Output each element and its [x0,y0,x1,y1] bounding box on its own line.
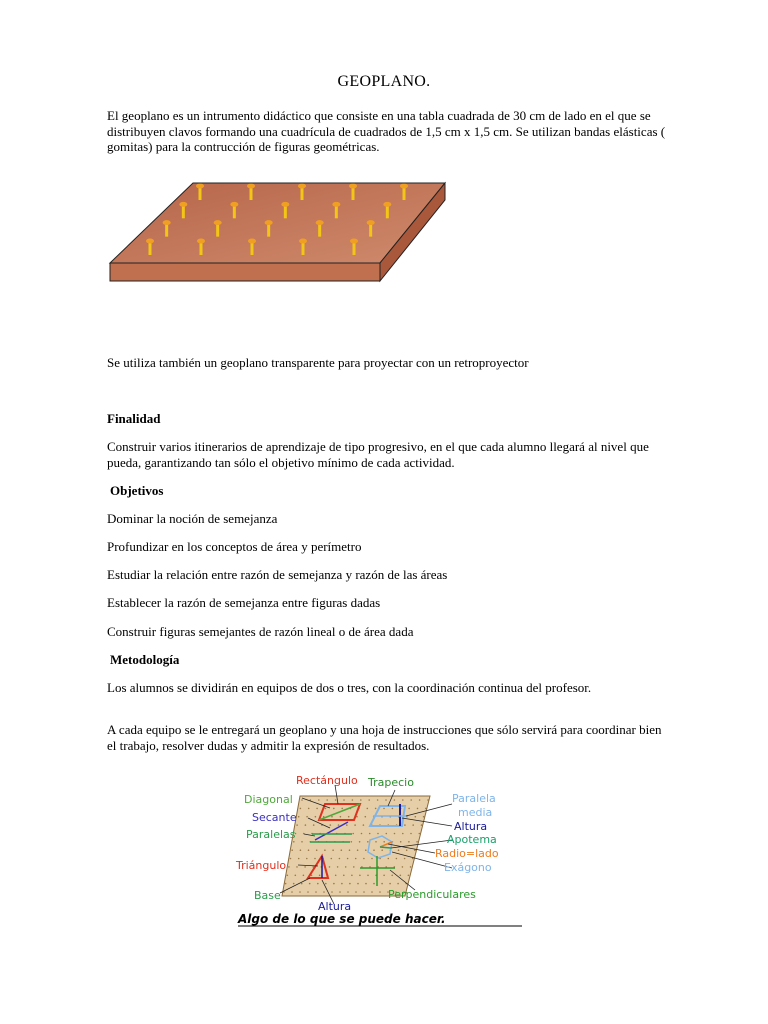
figure-peg [410,799,412,801]
figure-peg [316,849,318,851]
figure-peg [316,808,318,810]
nail-head [179,202,187,207]
figure-peg [325,808,327,810]
figure-peg [343,799,345,801]
metodologia-paragraph-2: A cada equipo se le entregará un geoplano y una hoja de instrucciones que sólo servirá para coordinar bien el trabajo, resolver dudas y admitir la expresión de resultados. [107,722,662,753]
figure-peg [400,841,402,843]
nail-head [350,239,358,244]
figure-peg [371,891,373,893]
figure-peg [363,858,365,860]
figure-peg [392,808,394,810]
nail-head [299,239,307,244]
figure-peg [359,875,361,877]
label-secante: Secante [252,811,297,824]
nail-head [349,184,357,189]
figure-peg [361,833,363,835]
figure-peg [410,833,412,835]
figure-peg [349,883,351,885]
figure-peg [290,858,292,860]
figure-peg [368,799,370,801]
figure-peg [400,875,402,877]
figure-peg [333,808,335,810]
figure-peg [352,833,354,835]
figure-caption: Algo de lo que se puede hacer. [238,912,446,926]
figure-peg [340,816,342,818]
intro-paragraph: El geoplano es un intrumento didáctico que consiste en una tabla cuadrada de 30 cm de lado en el que se distribuyen clavos formando una cuadrícula de cuadrados de 1,5 cm x 1,5 cm. Se utilizan bandas elásticas ( gomitas) para la contrucción de figuras geométricas. [107,108,666,154]
figure-peg [341,849,343,851]
figure-peg [425,808,427,810]
nail-head [316,220,324,225]
nail-head [214,220,222,225]
figure-peg [341,883,343,885]
nail-head [332,202,340,207]
figure-peg [339,858,341,860]
nail-head [383,202,391,207]
label-altura-right: Altura [454,820,488,833]
figure-peg [315,816,317,818]
figure-peg [375,808,377,810]
figure-peg [402,799,404,801]
nail-head [281,202,289,207]
objetivo-item: Dominar la noción de semejanza [107,511,278,526]
figure-peg [349,849,351,851]
figure-peg [300,849,302,851]
figure-peg [408,875,410,877]
label-rectangulo: Rectángulo [296,774,358,787]
nail-head [163,220,171,225]
figure-peg [360,799,362,801]
figure-peg [427,799,429,801]
figure-peg [287,875,289,877]
figure-peg [347,891,349,893]
figure-peg [369,833,371,835]
figure-peg [359,841,361,843]
figure-peg [308,808,310,810]
figure-peg [331,891,333,893]
figure-peg [355,891,357,893]
figure-peg [412,824,414,826]
figure-peg [367,875,369,877]
figure-peg [410,866,412,868]
label-paralelas: Paralelas [246,828,296,841]
figure-peg [419,833,421,835]
figure-peg [383,808,385,810]
figure-peg [421,824,423,826]
nail-head [265,220,273,225]
figure-peg [319,875,321,877]
nail-head [298,184,306,189]
figure-peg [335,799,337,801]
figure-peg [329,866,331,868]
metodologia-paragraph-1: Los alumnos se dividirán en equipos de dos o tres, con la coordinación continua del profesor. [107,680,592,695]
figure-peg [394,833,396,835]
figure-peg [303,875,305,877]
figure-peg [346,824,348,826]
figure-peg [315,891,317,893]
nail-head [146,239,154,244]
figure-peg [348,816,350,818]
objetivos-heading: Objetivos [110,483,164,498]
figure-peg [354,824,356,826]
figure-peg [325,883,327,885]
figure-peg [347,858,349,860]
figure-peg [291,891,293,893]
figure-peg [388,858,390,860]
figure-peg [293,841,295,843]
figure-peg [314,858,316,860]
figure-peg [397,883,399,885]
figure-peg [385,799,387,801]
figure-peg [404,858,406,860]
figure-peg [408,808,410,810]
document-title: GEOPLANO. [337,73,431,90]
figure-peg [371,858,373,860]
figure-peg [295,875,297,877]
figure-peg [307,891,309,893]
figure-peg [404,824,406,826]
label-exagono: Exágono [444,861,492,874]
nail-head [197,239,205,244]
objetivo-item: Estudiar la relación entre razón de semejanza y razón de las áreas [107,567,448,582]
figure-peg [398,849,400,851]
figure-peg [375,841,377,843]
figure-peg [285,883,287,885]
figure-peg [324,849,326,851]
figure-peg [326,799,328,801]
figure-peg [293,883,295,885]
geoboard-illustration [105,178,450,288]
figure-peg [363,891,365,893]
figure-peg [318,799,320,801]
figure-peg [338,824,340,826]
figure-peg [357,883,359,885]
figure-peg [300,808,302,810]
nail-head [247,184,255,189]
figure-peg [355,858,357,860]
figure-peg [306,858,308,860]
figure-peg [402,833,404,835]
figure-peg [416,841,418,843]
figure-peg [313,824,315,826]
figure-peg [363,824,365,826]
figure-peg [419,799,421,801]
figure-peg [339,891,341,893]
label-perpendiculares: Perpendiculares [388,888,476,901]
figure-peg [365,816,367,818]
figure-peg [396,858,398,860]
figure-peg [298,858,300,860]
figure-peg [394,799,396,801]
figure-peg [332,849,334,851]
figure-peg [351,875,353,877]
figure-peg [299,891,301,893]
figure-peg [353,866,355,868]
label-radio-lado: Radio=lado [435,847,499,860]
figure-peg [357,849,359,851]
figure-peg [417,808,419,810]
figure-peg [373,883,375,885]
figure-peg [383,841,385,843]
figure-peg [301,799,303,801]
figure-peg [423,816,425,818]
figure-peg [345,866,347,868]
label-base: Base [254,889,281,902]
label-triangulo: Triángulo [236,859,287,872]
figure-peg [296,866,298,868]
label-media: media [458,806,493,819]
figure-peg [391,875,393,877]
nail-head [196,184,204,189]
figure-peg [415,816,417,818]
figure-peg [323,891,325,893]
metodologia-heading: Metodología [110,652,180,667]
figure-peg [381,849,383,851]
figure-peg [296,824,298,826]
label-trapecio: Trapecio [368,776,414,789]
figure-peg [365,849,367,851]
figure-peg [333,883,335,885]
figure-peg [330,824,332,826]
figure-peg [288,866,290,868]
figure-peg [317,883,319,885]
figure-peg [337,866,339,868]
figure-peg [377,799,379,801]
label-apotema: Apotema [447,833,497,846]
figure-peg [298,816,300,818]
label-diagonal: Diagonal [244,793,293,806]
nail-head [248,239,256,244]
figure-peg [379,891,381,893]
finalidad-heading: Finalidad [107,411,161,426]
figure-peg [351,841,353,843]
label-paralela: Paralela [452,792,496,805]
figure-peg [343,875,345,877]
nail-head [400,184,408,189]
figure-peg [301,841,303,843]
figure-peg [352,799,354,801]
finalidad-text: Construir varios itinerarios de aprendizaje de tipo progresivo, en el que cada alumno llegará al nivel que pueda, garantizando tan sólo el objetivo mínimo de cada actividad. [107,439,649,470]
nail-head [230,202,238,207]
nail-head [367,220,375,225]
figure-peg [408,841,410,843]
apothem-line [380,847,391,848]
figure-peg [377,833,379,835]
figure-peg [365,883,367,885]
figure-peg [402,866,404,868]
figure-peg [308,849,310,851]
figure-peg [305,824,307,826]
figure-peg [291,849,293,851]
objetivo-item: Profundizar en los conceptos de área y perímetro [107,539,362,554]
figure-peg [309,883,311,885]
figure-peg [389,883,391,885]
figure-peg [406,849,408,851]
figure-peg [304,866,306,868]
figure-peg [383,875,385,877]
geoboard-figure [230,768,530,940]
figure-peg [373,849,375,851]
transparent-note: Se utiliza también un geoplano transparente para proyectar con un retroproyector [107,355,529,370]
objetivo-item: Establecer la razón de semejanza entre figuras dadas [107,595,381,610]
figure-peg [367,808,369,810]
figure-peg [381,883,383,885]
figure-peg [331,858,333,860]
label-altura-bottom: Altura [318,900,352,913]
objetivo-item: Construir figuras semejantes de razón lineal o de área dada [107,624,414,639]
figure-peg [335,875,337,877]
figure-peg [331,816,333,818]
figure-peg [386,833,388,835]
figure-peg [341,808,343,810]
board-front [110,263,380,281]
figure-peg [301,883,303,885]
figure-peg [306,816,308,818]
figure-peg [367,841,369,843]
